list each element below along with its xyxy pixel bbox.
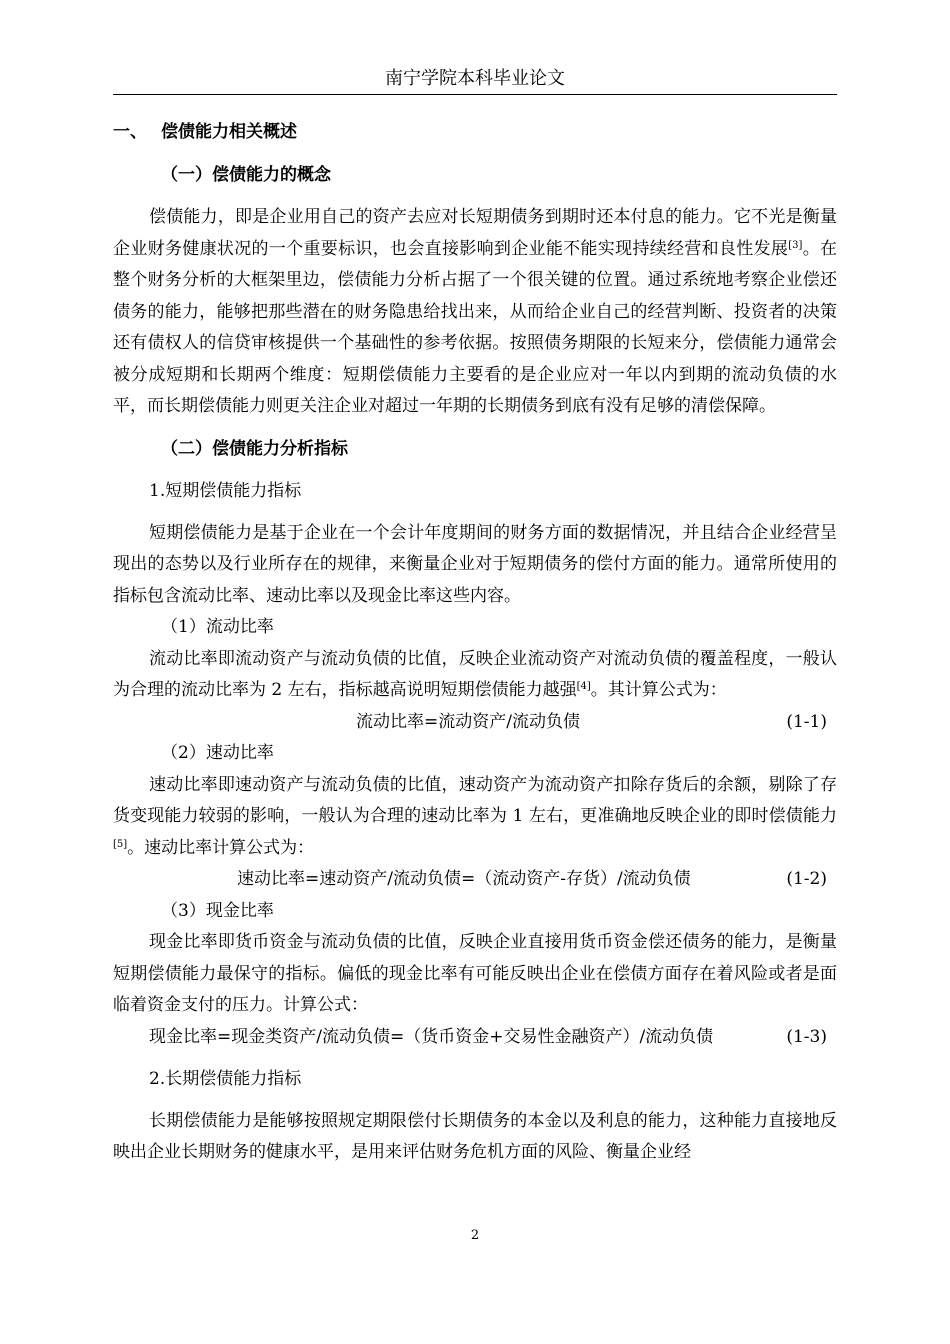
paragraph-text: 流动比率即流动资产与流动负债的比值，反映企业流动资产对流动负债的覆盖程度，一般认为合理的流动比率为 2 左右，指标越高说明短期偿债能力越强 — [113, 648, 837, 700]
subsection-heading-indicators: （二）偿债能力分析指标 — [161, 438, 348, 459]
paragraph-cash-ratio: 现金比率即货币资金与流动负债的比值，反映企业直接用货币资金偿还债务的能力，是衡量短期偿债能力最保守的指标。偏低的现金比率有可能反映出企业在偿债方面存在着风险或者是面临着资金支付的压力。计算公式： — [113, 932, 837, 1015]
citation: [3] — [788, 239, 803, 251]
citation: [5] — [113, 838, 128, 850]
heading-short-term: 1.短期偿债能力指标 — [149, 481, 302, 501]
paragraph-text: 。速动比率计算公式为： — [127, 837, 315, 858]
page-number: 2 — [470, 1228, 480, 1243]
heading-current-ratio: （1）流动比率 — [161, 617, 274, 637]
paragraph-current-ratio — [113, 644, 837, 707]
equation-number: (1-1) — [786, 711, 827, 732]
paragraph-quick-ratio — [113, 770, 837, 865]
section-title: 偿债能力相关概述 — [161, 122, 297, 142]
equation-number: (1-2) — [786, 869, 827, 889]
paragraph-long-term-intro: 长期偿债能力是能够按照规定期限偿付长期债务的本金以及利息的能力，这种能力直接地反映出企业长期财务的健康水平，是用来评估财务危机方面的风险、衡量企业经 — [113, 1110, 837, 1162]
citation: [4] — [576, 681, 591, 692]
paragraph-text: 。在整个财务分析的大框架里边，偿债能力分析占据了一个很关键的位置。通过系统地考察企业偿还债务的能力，能够把那些潜在的财务隐患给找出来，从而给企业自己的经营判断、投资者的决策还有债权人的信贷审核提供一个基础性的参考依据。按照债务期限的长短来分，偿债能力通常会被分成短期和长期两个维度：短期偿债能力主要看的是企业应对一年以内到期的流动负债的水平，而长期偿债能力则更关注企业对超过一年期的长期债务到底有没有足够的清偿保障。 — [113, 238, 838, 416]
header-rule — [113, 94, 837, 95]
formula-1-3 — [113, 1022, 837, 1054]
heading-quick-ratio: （2）速动比率 — [161, 743, 274, 763]
paragraph-text: 。其计算公式为： — [590, 680, 727, 700]
running-header: 南宁学院本科毕业论文 — [385, 68, 565, 89]
formula-expression: 流动比率=流动资产/流动负债 — [356, 711, 580, 732]
paragraph-text: 偿债能力，即是企业用自己的资产去应对长短期债务到期时还本付息的能力。它不光是衡量企业财务健康状况的一个重要标识，也会直接影响到企业能不能实现持续经营和良性发展 — [113, 207, 837, 259]
heading-cash-ratio: （3）现金比率 — [161, 900, 274, 921]
formula-expression: 现金比率=现金类资产/流动负债=（货币资金+交易性金融资产）/流动负债 — [149, 1026, 714, 1047]
formula-1-1 — [113, 707, 837, 739]
heading-long-term: 2.长期偿债能力指标 — [149, 1069, 302, 1089]
paragraph-concept — [113, 202, 837, 423]
formula-expression: 速动比率=速动资产/流动负债=（流动资产-存货）/流动负债 — [237, 869, 691, 889]
subsection-heading-concept: （一）偿债能力的概念 — [161, 164, 331, 185]
page-body — [113, 117, 837, 1169]
paragraph-text: 速动比率即速动资产与流动负债的比值，速动资产为流动资产扣除存货后的余额，剔除了存货变现能力较弱的影响，一般认为合理的速动比率为 1 左右，更准确地反映企业的即时偿债能力 — [113, 774, 837, 826]
formula-1-2 — [113, 864, 837, 896]
equation-number: (1-3) — [786, 1026, 827, 1047]
section-number: 一、 — [113, 122, 147, 142]
section-heading — [113, 117, 837, 149]
paragraph-short-term-intro: 短期偿债能力是基于企业在一个会计年度期间的财务方面的数据情况，并且结合企业经营呈现出的态势以及行业所存在的规律，来衡量企业对于短期债务的偿付方面的能力。通常所使用的指标包含流动比率、速动比率以及现金比率这些内容。 — [113, 522, 837, 606]
